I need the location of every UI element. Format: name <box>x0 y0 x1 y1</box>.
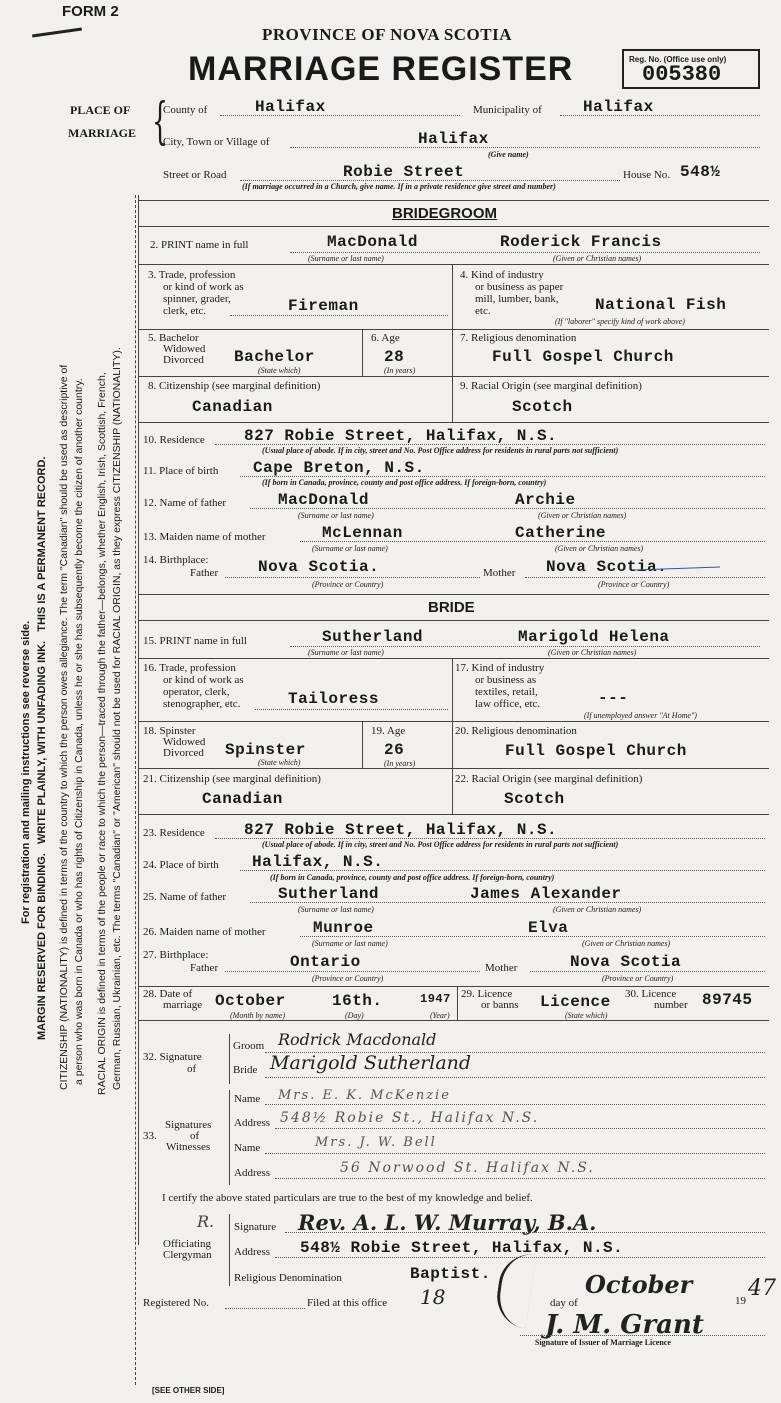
bride-mother-surname-note: (Surname or last name) <box>312 939 388 948</box>
groom-age: 28 <box>384 348 405 366</box>
groom-religion: Full Gospel Church <box>492 348 674 366</box>
groom-surname: MacDonald <box>327 233 418 251</box>
bride-header: BRIDE <box>428 599 475 616</box>
groom-industry-label-4: etc. <box>475 305 491 317</box>
bride-religion: Full Gospel Church <box>505 742 687 760</box>
province-heading: PROVINCE OF NOVA SCOTIA <box>262 25 513 44</box>
bride-trade-label-3: operator, clerk, <box>163 686 230 698</box>
bride-father-given: James Alexander <box>470 885 622 903</box>
groom-citizenship: Canadian <box>192 398 273 416</box>
groom-industry-label-1: 4. Kind of industry <box>460 269 544 281</box>
form-number: FORM 2 <box>62 3 119 20</box>
groom-industry-label-3: mill, lumber, bank, <box>475 293 559 305</box>
street-value: Robie Street <box>343 163 465 181</box>
bride-father-surname-note: (Surname or last name) <box>298 905 374 914</box>
bride-industry-label-3: textiles, retail, <box>475 686 538 698</box>
place-group-label-2: MARRIAGE <box>68 126 136 140</box>
bride-signature: Marigold Sutherland <box>270 1052 472 1074</box>
groom-father-surname: MacDonald <box>278 491 369 509</box>
street-note: (If marriage occurred in a Church, give name. If in a private residence give street and number) <box>242 182 556 191</box>
groom-father-birth: Nova Scotia. <box>258 558 380 576</box>
groom-name-label: 2. PRINT name in full <box>150 239 249 251</box>
groom-trade: Fireman <box>288 297 359 315</box>
day-note: (Day) <box>345 1011 364 1020</box>
groom-mother-given-note: (Given or Christian names) <box>555 544 644 553</box>
clergy-sig-label: Signature <box>234 1221 277 1233</box>
sig32-label-1: 32. Signature <box>143 1051 202 1063</box>
filed-label: Filed at this office <box>307 1297 388 1309</box>
bride-mother-given: Elva <box>528 919 569 937</box>
groom-father-label: 12. Name of father <box>143 497 227 509</box>
place-group-label-1: PLACE OF <box>70 103 131 117</box>
margin-binding-3: THIS IS A PERMANENT RECORD. <box>36 456 48 632</box>
bride-mother-label: 26. Maiden name of mother <box>143 926 266 938</box>
licence-note: (State which) <box>565 1011 608 1020</box>
reg-number-box <box>622 49 760 89</box>
registered-label: Registered No. <box>143 1297 209 1309</box>
bride-father-surname: Sutherland <box>278 885 380 903</box>
bride-age-label: 19. Age <box>371 725 406 737</box>
bride-industry-note: (If unemployed answer "At Home") <box>584 711 697 720</box>
day-of-label: day of <box>550 1297 578 1309</box>
place-brace: { <box>151 92 168 150</box>
bride-given-note: (Given or Christian names) <box>548 648 637 657</box>
bride-residence-note: (Usual place of abode. If in city, street and No. Post Office address for residents in rural parts not sufficient) <box>262 840 619 849</box>
groom-father-prov-note: (Province or Country) <box>312 580 384 589</box>
bride-residence-label: 23. Residence <box>143 827 205 839</box>
groom-industry-note: (If "laborer" specify kind of work above) <box>555 317 685 326</box>
groom-citizenship-label: 8. Citizenship (see marginal definition) <box>148 380 321 392</box>
bride-trade-label-4: stenographer, etc. <box>163 698 241 710</box>
bride-industry: --- <box>598 689 629 707</box>
clergy-address-label: Address <box>234 1246 271 1258</box>
groom-birthplace-label: 11. Place of birth <box>143 465 219 477</box>
bride-industry-label-1: 17. Kind of industry <box>455 662 545 674</box>
groom-residence-note: (Usual place of abode. If in city, street and No. Post Office address for residents in rural parts not sufficient) <box>262 446 619 455</box>
filed-year-prefix: 19 <box>735 1295 746 1307</box>
issuer-label: Signature of Issuer of Marriage Licence <box>535 1338 671 1347</box>
witness-label-3: Witnesses <box>166 1141 211 1153</box>
licence-label-1: 29. Licence <box>461 988 513 1000</box>
groom-status-label-2: Widowed <box>163 343 206 355</box>
bride-birthplace27-label: 27. Birthplace: <box>143 949 209 961</box>
groom-surname-note: (Surname or last name) <box>308 254 384 263</box>
margin-instructions: For registration and mailing instructions see reverse side. <box>20 620 32 924</box>
bride-name-label: 15. PRINT name in full <box>143 635 247 647</box>
groom-status-note: (State which) <box>258 366 301 375</box>
bride-racial-label: 22. Racial Origin (see marginal definition) <box>455 773 643 785</box>
bride-father-label: 25. Name of father <box>143 891 227 903</box>
bride-sig-label: Bride <box>233 1064 258 1076</box>
bride-birthplace: Halifax, N.S. <box>252 853 384 871</box>
bride-father-given-note: (Given or Christian names) <box>553 905 642 914</box>
groom-mother-label: 13. Maiden name of mother <box>143 531 266 543</box>
bride-status-label-1: 18. Spinster <box>143 725 196 737</box>
house-value: 548½ <box>680 163 721 181</box>
w2-name-label: Name <box>234 1142 261 1154</box>
groom-birthplace14-label: 14. Birthplace: <box>143 554 209 566</box>
bride-surname: Sutherland <box>322 628 424 646</box>
header-scribble <box>32 28 82 38</box>
groom-age-label: 6. Age <box>371 332 400 344</box>
filed-year: 47 <box>748 1276 776 1301</box>
groom-mother-surname-note: (Surname or last name) <box>312 544 388 553</box>
month-note: (Month by name) <box>230 1011 286 1020</box>
groom-trade-label-3: spinner, grader, <box>163 293 231 305</box>
groom-age-note: (In years) <box>384 366 416 375</box>
date-label-1: 28. Date of <box>143 988 193 1000</box>
marriage-month: October <box>215 992 286 1010</box>
bride-industry-label-2: or business as <box>475 674 537 686</box>
house-label: House No. <box>623 169 671 181</box>
bride-status-label-3: Divorced <box>163 747 204 759</box>
licence-type: Licence <box>540 993 611 1011</box>
groom-father-given: Archie <box>515 491 576 509</box>
licence-no-label-1: 30. Licence <box>625 988 677 1000</box>
bride-mother-birth: Nova Scotia <box>570 953 682 971</box>
witness-label-1: Signatures <box>165 1119 212 1131</box>
margin-racial-1: RACIAL ORIGIN is defined in terms of the people or race to which the person—traced through the father—belongs, whether English, Irish, Scottish, French, <box>96 372 108 1095</box>
licence-no-label-2: number <box>654 999 688 1011</box>
groom-industry: National Fish <box>595 296 727 314</box>
sig32-label-2: of <box>187 1063 197 1075</box>
groom-residence-label: 10. Residence <box>143 434 205 446</box>
bride-birthplace-label: 24. Place of birth <box>143 859 219 871</box>
bride-trade-label-2: or kind of work as <box>163 674 244 686</box>
city-note: (Give name) <box>488 150 529 159</box>
clergy-address: 548½ Robie Street, Halifax, N.S. <box>300 1239 624 1257</box>
bride-mother-given-note: (Given or Christian names) <box>582 939 671 948</box>
groom-mother-prov-note: (Province or Country) <box>598 580 670 589</box>
groom-father-surname-note: (Surname or last name) <box>298 511 374 520</box>
bride-mother-prov-note: (Province or Country) <box>602 974 674 983</box>
groom-signature: Rodrick Macdonald <box>278 1030 437 1049</box>
w2-address: 56 Norwood St. Halifax N.S. <box>340 1160 595 1176</box>
bride-trade-label-1: 16. Trade, profession <box>143 662 236 674</box>
groom-status-label-3: Divorced <box>163 354 204 366</box>
groom-father-birth-label: Father <box>190 567 219 579</box>
groom-status-label-1: 5. Bachelor <box>148 332 199 344</box>
groom-status: Bachelor <box>234 348 315 366</box>
groom-given: Roderick Francis <box>500 233 662 251</box>
bridegroom-header: BRIDEGROOM <box>392 205 497 222</box>
officiating-label-1: Officiating <box>163 1238 212 1250</box>
filed-day: 18 <box>420 1285 446 1309</box>
groom-trade-label-2: or kind of work as <box>163 281 244 293</box>
margin-citizenship-1: CITIZENSHIP (NATIONALITY) is defined in terms of the country to which the person owes allegiance. The term "Canadian" should be used as descriptive of <box>58 364 70 1090</box>
denomination-label: Religious Denomination <box>234 1272 342 1284</box>
groom-mother-birth-label: Mother <box>483 567 516 579</box>
groom-residence: 827 Robie Street, Halifax, N.S. <box>244 427 558 445</box>
year-note: (Year) <box>430 1011 450 1020</box>
w1-address: 548½ Robie St., Halifax N.S. <box>280 1110 540 1126</box>
bride-age: 26 <box>384 741 405 759</box>
bride-citizenship: Canadian <box>202 790 283 808</box>
groom-religion-label: 7. Religious denomination <box>460 332 577 344</box>
margin-binding-2: WRITE PLAINLY, WITH UNFADING INK. <box>36 640 48 845</box>
bride-age-note: (In years) <box>384 759 416 768</box>
groom-racial-label: 9. Racial Origin (see marginal definition) <box>460 380 642 392</box>
municipality-label: Municipality of <box>473 104 542 116</box>
bride-mother-birth-label: Mother <box>485 962 518 974</box>
witness-label-2: of <box>190 1130 200 1142</box>
certify-text: I certify the above stated particulars are true to the best of my knowledge and belief. <box>162 1192 533 1204</box>
bride-mother-surname: Munroe <box>313 919 374 937</box>
licence-number: 89745 <box>702 991 753 1009</box>
margin-citizenship-2: a person who was born in Canada or who has rights of Citizenship in Canada, unless he or she has subsequently become the citizen of another country. <box>73 378 85 1085</box>
groom-given-note: (Given or Christian names) <box>553 254 642 263</box>
officiating-label-2: Clergyman <box>163 1249 212 1261</box>
clergy-signature: Rev. A. L. W. Murray, B.A. <box>298 1210 597 1235</box>
groom-birthplace: Cape Breton, N.S. <box>253 459 425 477</box>
groom-father-given-note: (Given or Christian names) <box>538 511 627 520</box>
bride-father-birth: Ontario <box>290 953 361 971</box>
bride-status-label-2: Widowed <box>163 736 206 748</box>
bride-trade: Tailoress <box>288 690 379 708</box>
licence-label-2: or banns <box>481 999 519 1011</box>
street-label: Street or Road <box>163 169 227 181</box>
county-label: County of <box>163 104 208 116</box>
groom-racial: Scotch <box>512 398 573 416</box>
city-value: Halifax <box>418 130 489 148</box>
bride-father-prov-note: (Province or Country) <box>312 974 384 983</box>
groom-sig-label: Groom <box>233 1040 265 1052</box>
w1-name-label: Name <box>234 1093 261 1105</box>
margin-binding <box>36 457 48 1040</box>
bride-given: Marigold Helena <box>518 628 670 646</box>
bride-surname-note: (Surname or last name) <box>308 648 384 657</box>
bride-citizenship-label: 21. Citizenship (see marginal definition) <box>143 773 321 785</box>
city-label: City, Town or Village of <box>163 136 270 148</box>
bride-father-birth-label: Father <box>190 962 219 974</box>
county-value: Halifax <box>255 98 326 116</box>
bride-industry-label-4: law office, etc. <box>475 698 541 710</box>
bride-residence: 827 Robie Street, Halifax, N.S. <box>244 821 558 839</box>
reg-number: 005380 <box>642 62 722 87</box>
bride-status: Spinster <box>225 741 306 759</box>
bride-racial: Scotch <box>504 790 565 808</box>
w1-address-label: Address <box>234 1117 271 1129</box>
marriage-year: 1947 <box>420 992 451 1006</box>
bracket-stroke <box>493 1250 536 1329</box>
municipality-value: Halifax <box>583 98 654 116</box>
filed-month: October <box>585 1270 693 1299</box>
reg-number-label: Reg. No. (Office use only) <box>629 55 727 64</box>
groom-industry-label-2: or business as paper <box>475 281 564 293</box>
see-other-side: [SEE OTHER SIDE] <box>152 1386 225 1395</box>
w1-name: Mrs. E. K. McKenzie <box>278 1088 451 1103</box>
witness-num: 33. <box>143 1130 157 1142</box>
groom-trade-label-1: 3. Trade, profession <box>148 269 236 281</box>
w2-address-label: Address <box>234 1167 271 1179</box>
bride-birth-note: (If born in Canada, province, county and post office address. If foreign-born, country) <box>270 873 555 882</box>
margin-racial-2: German, Russian, Ukrainian, etc. The terms "Canadian" or "American" should not be used for RACIAL ORIGIN, as they express CITIZENSHIP (NATIONALITY). <box>111 347 123 1090</box>
issuer-signature: J. M. Grant <box>545 1310 704 1340</box>
groom-mother-surname: McLennan <box>322 524 403 542</box>
groom-mother-given: Catherine <box>515 524 606 542</box>
margin-binding-1: MARGIN RESERVED FOR BINDING. <box>36 853 48 1040</box>
bride-status-note: (State which) <box>258 758 301 767</box>
groom-birth-note: (If born in Canada, province, county and post office address. If foreign-born, country) <box>262 478 547 487</box>
w2-name: Mrs. J. W. Bell <box>315 1135 437 1150</box>
date-label-2: marriage <box>163 999 203 1011</box>
page-title: MARRIAGE REGISTER <box>188 50 574 88</box>
groom-mother-birth: Nova Scotia. <box>546 558 668 576</box>
marriage-day: 16th. <box>332 992 383 1010</box>
initial-mark: R. <box>197 1212 215 1231</box>
groom-trade-label-4: clerk, etc. <box>163 305 207 317</box>
denomination: Baptist. <box>410 1265 491 1283</box>
bride-religion-label: 20. Religious denomination <box>455 725 577 737</box>
